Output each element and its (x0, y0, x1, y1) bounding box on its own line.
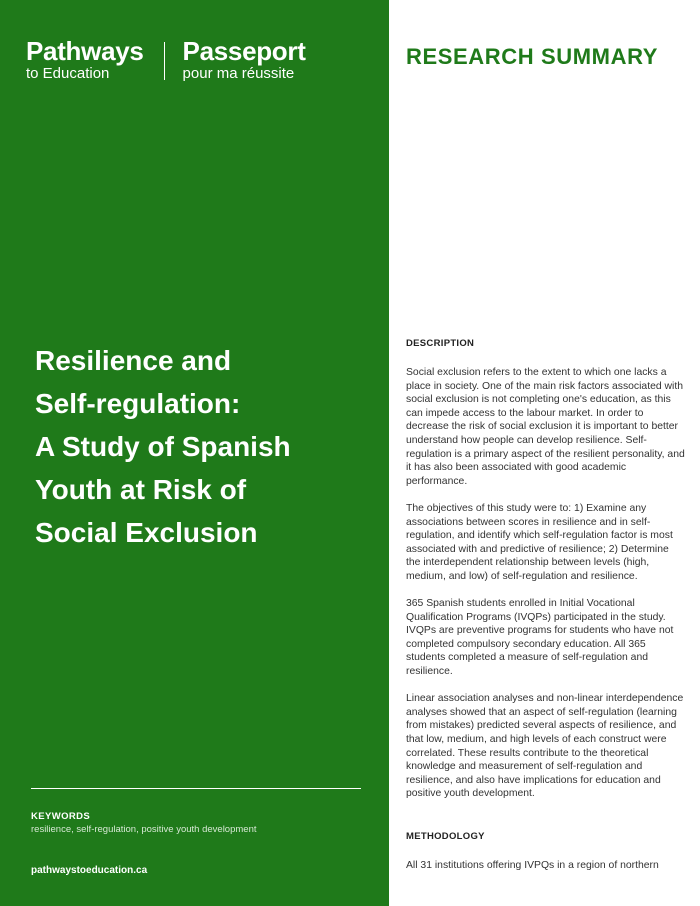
methodology-heading: METHODOLOGY (406, 831, 485, 842)
description-paragraph: Social exclusion refers to the extent to which one lacks a place in society. One of the main risk factors associated with social exclusion is not completing one's education, as this can impede access to the labour market. In order to decrease the risk of social exclusion it is important to better understand how people can develop resilience. Self-regulation is a primary aspect of the resilient personality, and it has also been associated with good academic performance. (406, 367, 685, 487)
logo-en-name: Pathways (26, 36, 144, 66)
divider-rule (31, 788, 361, 789)
description-paragraph: 365 Spanish students enrolled in Initial Vocational Qualification Programs (IVQPs) participated in the study. IVQPs are preventive programs for students who have not completed compulsory secondary education. All 365 students completed a measure of self-regulation and resilience. (406, 598, 674, 678)
logo-french (183, 38, 306, 83)
logo-divider (164, 42, 165, 80)
title-line: Youth at Risk of (35, 474, 247, 505)
website-link[interactable]: pathwaystoeducation.ca (31, 865, 148, 876)
description-paragraph: The objectives of this study were to: 1) Examine any associations between scores in resilience and in self-regulation, and identify which self-regulation factor is most associated with and predictive of resilience; 2) Determine the interdependent relationship between levels (high, medium, and low) of self-regulation and resilience. (406, 502, 673, 582)
logo-english (26, 38, 144, 83)
logo-fr-name: Passeport (182, 36, 306, 66)
pathways-logo (26, 38, 306, 83)
content-panel (389, 0, 700, 906)
title-line: Resilience and (35, 345, 232, 376)
logo-en-sub: to Education (26, 65, 110, 82)
keywords-heading: KEYWORDS (31, 811, 91, 822)
title-line: A Study of Spanish (35, 431, 291, 462)
document-title (35, 339, 375, 554)
description-body (406, 366, 686, 815)
description-heading: DESCRIPTION (406, 338, 475, 349)
description-paragraph: Linear association analyses and non-linear interdependence analyses showed that an aspect of self-regulation (learning from mistakes) predicted several aspects of resilience, and that low, medium, and high levels of each construct were correlated. These results contribute to the theoretical knowledge and measurement of self-regulation and resilience, and also have implications for education and positive youth development. (406, 693, 684, 800)
methodology-text: All 31 institutions offering IVPQs in a region of northern (406, 860, 659, 871)
title-line: Social Exclusion (35, 517, 258, 548)
logo-fr-sub: pour ma réussite (182, 65, 295, 82)
title-line: Self-regulation: (35, 388, 241, 419)
keywords-text: resilience, self-regulation, positive youth development (31, 824, 257, 835)
research-summary-header: RESEARCH SUMMARY (406, 44, 659, 69)
